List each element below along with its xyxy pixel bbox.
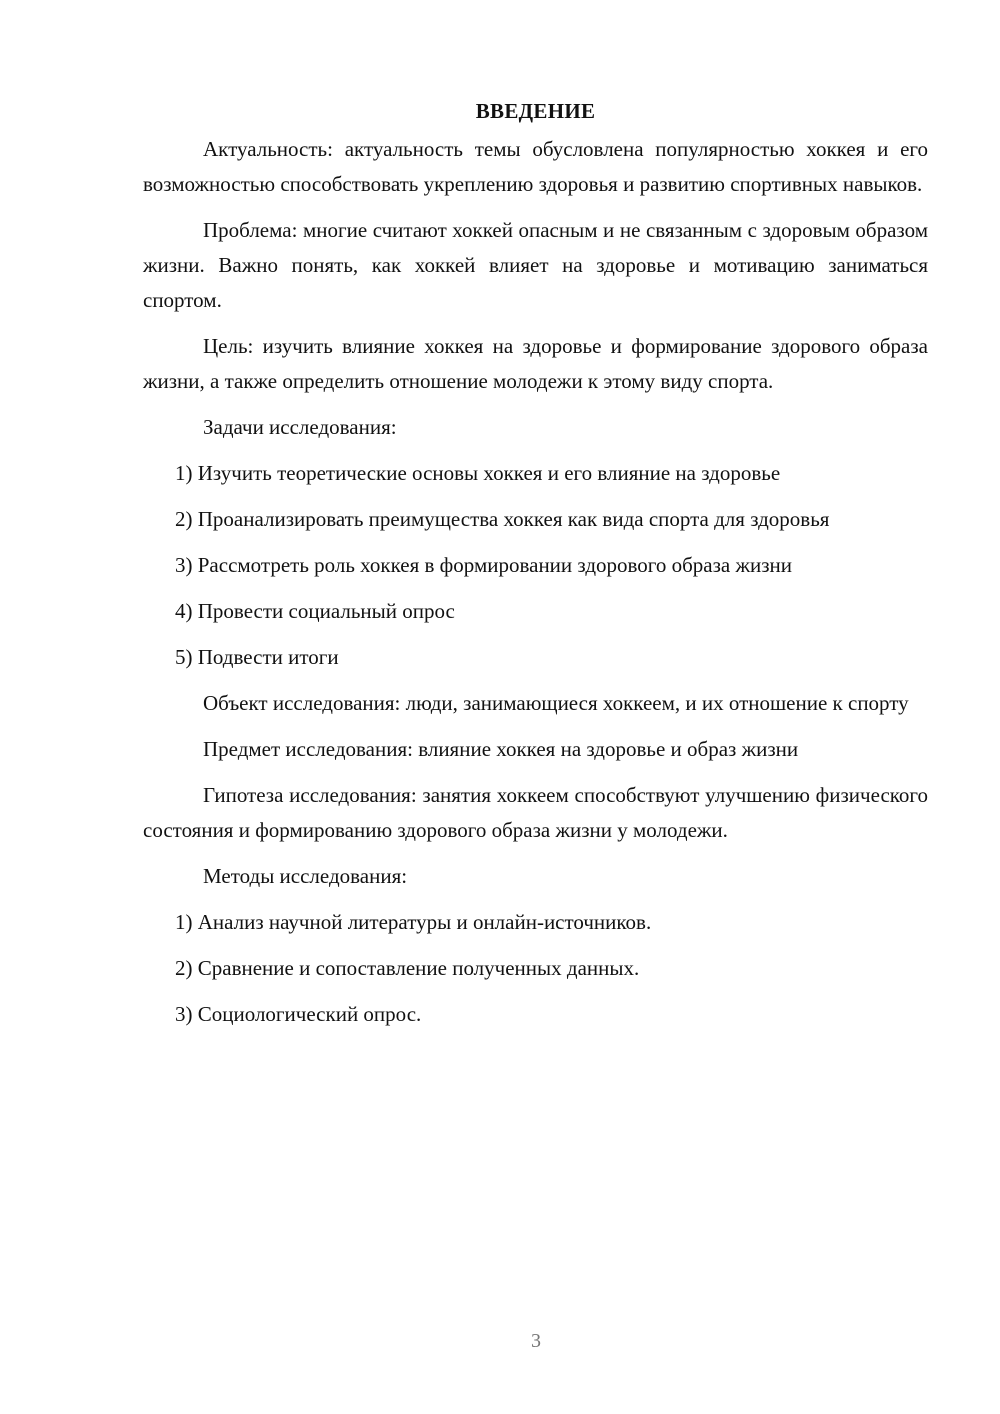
task-item: 3) Рассмотреть роль хоккея в формировании здорового образа жизни [175, 553, 793, 577]
relevance-paragraph: Актуальность: актуальность темы обусловлена популярностью хоккея и его возможностью способствовать укреплению здоровья и развитию спортивных навыков. [143, 137, 928, 196]
document-page [143, 94, 928, 1043]
task-item: 5) Подвести итоги [175, 645, 339, 669]
task-item: 4) Провести социальный опрос [175, 599, 455, 623]
method-item: 1) Анализ научной литературы и онлайн-источников. [175, 910, 652, 934]
tasks-heading: Задачи исследования: [203, 415, 397, 439]
method-item: 3) Социологический опрос. [175, 1002, 422, 1026]
task-item: 2) Проанализировать преимущества хоккея как вида спорта для здоровья [175, 507, 830, 531]
goal-paragraph: Цель: изучить влияние хоккея на здоровье и формирование здорового образа жизни, а также определить отношение молодежи к этому виду спорта. [143, 334, 928, 393]
document-title: ВВЕДЕНИЕ [475, 99, 596, 123]
method-item: 2) Сравнение и сопоставление полученных данных. [175, 956, 640, 980]
hypothesis-paragraph: Гипотеза исследования: занятия хоккеем способствуют улучшению физического состояния и формированию здорового образа жизни у молодежи. [143, 783, 928, 842]
problem-paragraph: Проблема: многие считают хоккей опасным и не связанным с здоровым образом жизни. Важно понять, как хоккей влияет на здоровье и мотивацию заниматься спортом. [143, 218, 928, 312]
methods-heading: Методы исследования: [203, 864, 408, 888]
subject-paragraph: Предмет исследования: влияние хоккея на здоровье и образ жизни [203, 737, 799, 761]
object-paragraph: Объект исследования: люди, занимающиеся хоккеем, и их отношение к спорту [203, 691, 909, 715]
task-item: 1) Изучить теоретические основы хоккея и его влияние на здоровье [175, 461, 781, 485]
page-number: 3 [531, 1330, 541, 1352]
